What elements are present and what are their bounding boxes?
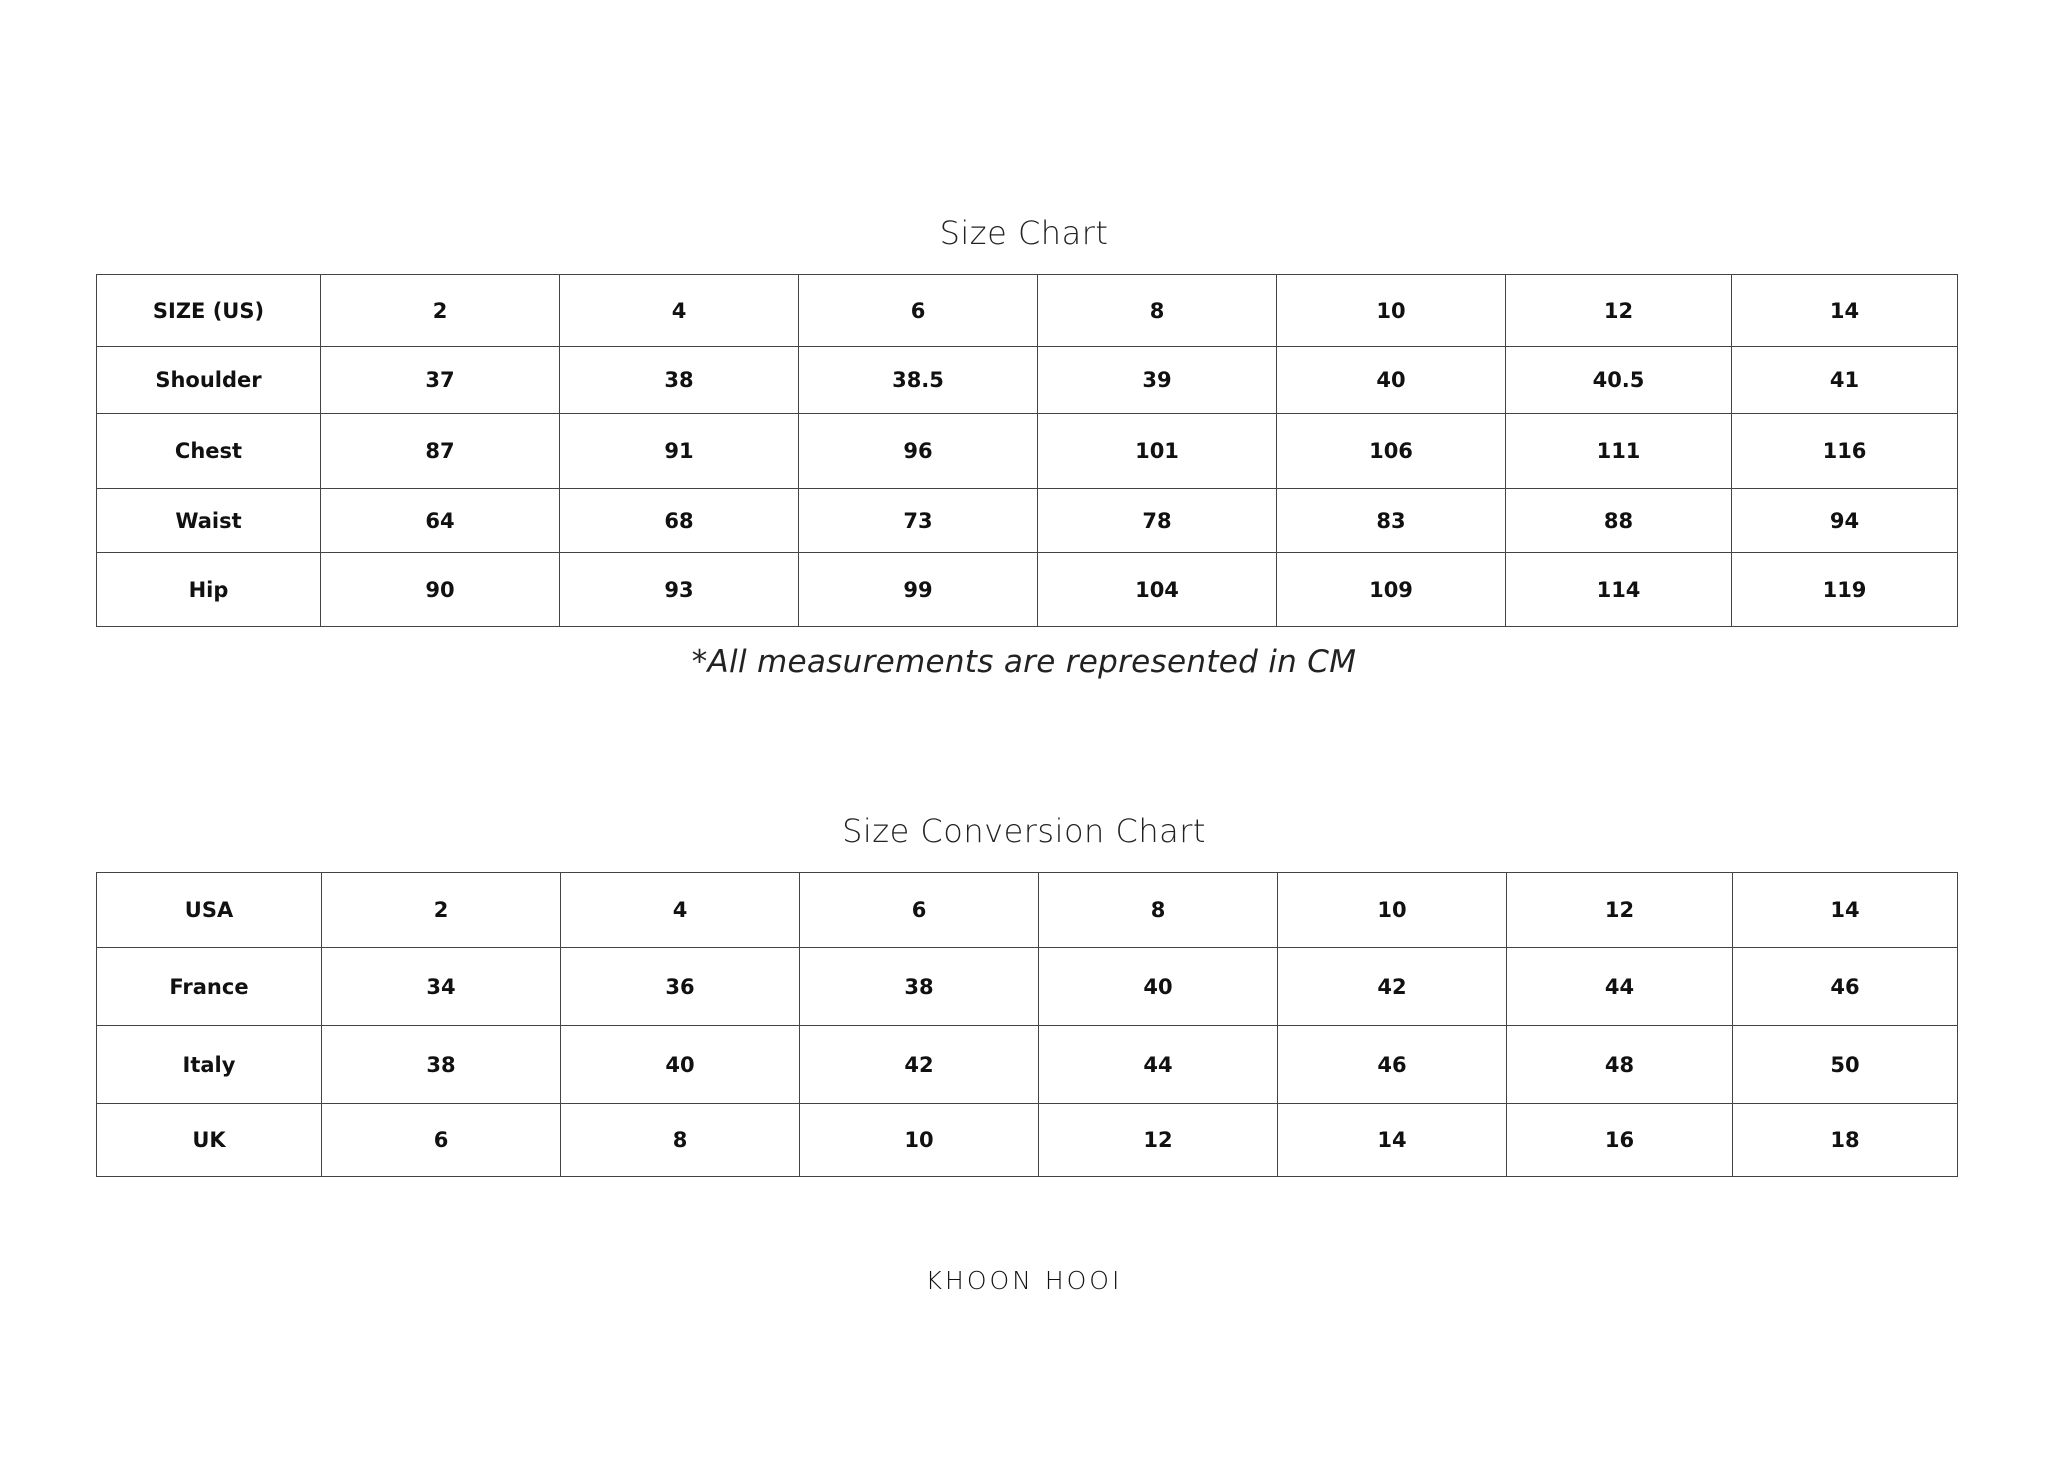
table-cell: 87 [321,414,560,489]
table-cell: 18 [1733,1104,1958,1177]
table-cell: 14 [1733,873,1958,948]
table-header-row [97,275,1958,347]
table-cell: 44 [1507,948,1733,1026]
table-cell: 93 [560,553,799,627]
table-row [97,347,1958,414]
table-cell: 73 [799,489,1038,553]
row-label: France [97,948,322,1026]
header-cell: SIZE (US) [97,275,321,347]
table-cell: 106 [1277,414,1506,489]
table-cell: 91 [560,414,799,489]
header-cell: 8 [1038,275,1277,347]
table-cell: 90 [321,553,560,627]
row-label: Hip [97,553,321,627]
table-cell: 2 [322,873,561,948]
conversion-chart-table [96,872,1958,1177]
table-cell: 64 [321,489,560,553]
table-cell: 94 [1732,489,1958,553]
table-cell: 38 [322,1026,561,1104]
table-cell: 99 [799,553,1038,627]
table-row [97,1104,1958,1177]
table-cell: 37 [321,347,560,414]
table-cell: 88 [1506,489,1732,553]
table-cell: 6 [322,1104,561,1177]
table-cell: 10 [800,1104,1039,1177]
header-cell: 12 [1506,275,1732,347]
header-cell: 4 [560,275,799,347]
table-cell: 41 [1732,347,1958,414]
brand-logo: KHOON HOOI [925,1266,1123,1295]
table-cell: 38.5 [799,347,1038,414]
size-chart-title: Size Chart [939,214,1109,252]
table-cell: 40 [1039,948,1278,1026]
header-cell: 2 [321,275,560,347]
table-cell: 101 [1038,414,1277,489]
table-cell: 96 [799,414,1038,489]
table-row [97,553,1958,627]
table-cell: 4 [561,873,800,948]
table-row [97,489,1958,553]
row-label: Chest [97,414,321,489]
conversion-chart-title: Size Conversion Chart [842,812,1206,850]
table-cell: 42 [1278,948,1507,1026]
table-cell: 78 [1038,489,1277,553]
table-cell: 12 [1507,873,1733,948]
table-cell: 39 [1038,347,1277,414]
table-row [97,873,1958,948]
table-cell: 36 [561,948,800,1026]
table-cell: 119 [1732,553,1958,627]
table-cell: 46 [1733,948,1958,1026]
table-cell: 40 [1277,347,1506,414]
row-label: Shoulder [97,347,321,414]
table-cell: 8 [561,1104,800,1177]
table-cell: 6 [800,873,1039,948]
row-label: USA [97,873,322,948]
table-cell: 116 [1732,414,1958,489]
table-cell: 16 [1507,1104,1733,1177]
table-cell: 111 [1506,414,1732,489]
table-cell: 12 [1039,1104,1278,1177]
table-cell: 34 [322,948,561,1026]
row-label: Waist [97,489,321,553]
table-cell: 8 [1039,873,1278,948]
row-label: UK [97,1104,322,1177]
row-label: Italy [97,1026,322,1104]
header-cell: 10 [1277,275,1506,347]
table-cell: 114 [1506,553,1732,627]
table-cell: 48 [1507,1026,1733,1104]
header-cell: 14 [1732,275,1958,347]
table-cell: 40 [561,1026,800,1104]
table-cell: 68 [560,489,799,553]
table-cell: 109 [1277,553,1506,627]
table-cell: 40.5 [1506,347,1732,414]
table-row [97,414,1958,489]
table-cell: 38 [560,347,799,414]
table-cell: 38 [800,948,1039,1026]
table-cell: 46 [1278,1026,1507,1104]
table-row [97,948,1958,1026]
table-cell: 50 [1733,1026,1958,1104]
table-cell: 14 [1278,1104,1507,1177]
measurement-note: *All measurements are represented in CM [691,644,1357,680]
table-cell: 10 [1278,873,1507,948]
table-cell: 83 [1277,489,1506,553]
header-cell: 6 [799,275,1038,347]
table-row [97,1026,1958,1104]
table-cell: 42 [800,1026,1039,1104]
table-cell: 104 [1038,553,1277,627]
size-chart-table [96,274,1958,627]
table-cell: 44 [1039,1026,1278,1104]
